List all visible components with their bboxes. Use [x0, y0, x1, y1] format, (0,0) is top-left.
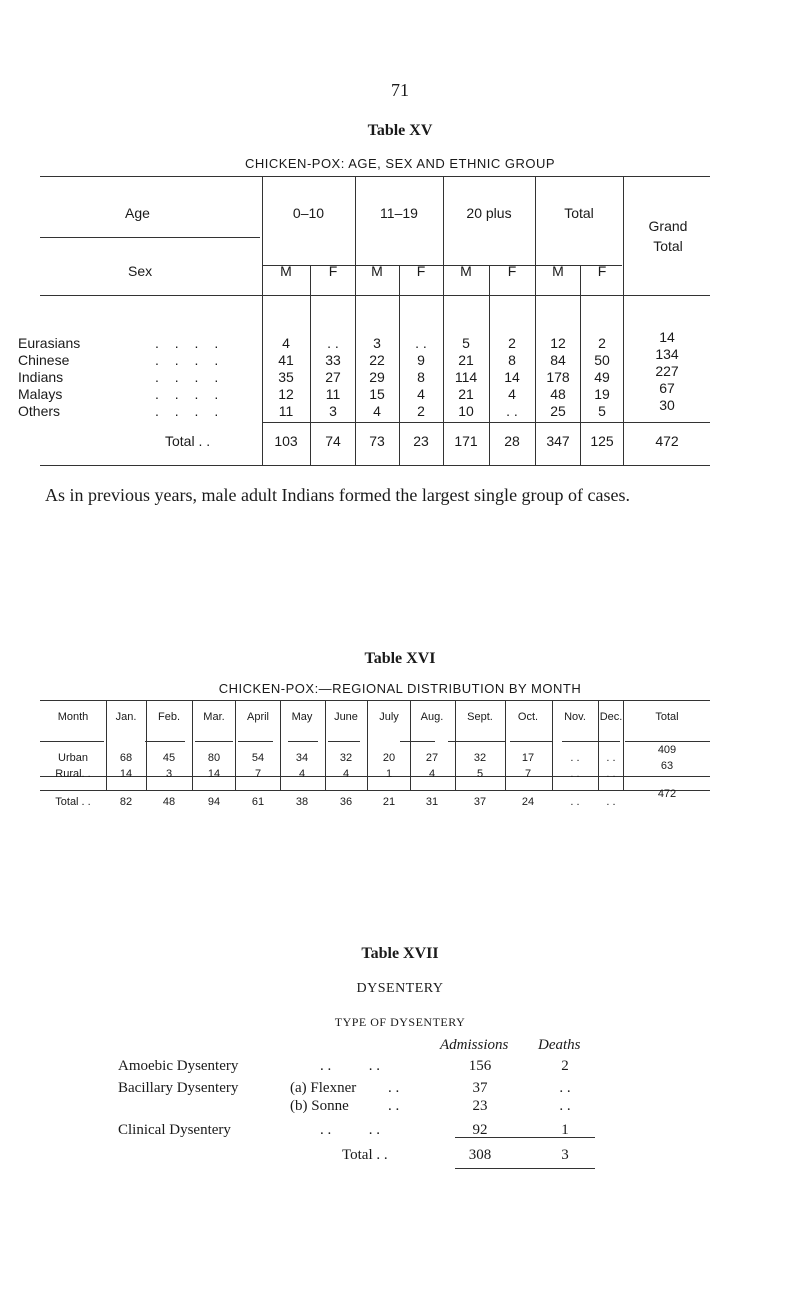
row-label: Eurasians	[18, 335, 81, 351]
table17-subsubtitle: TYPE OF DYSENTERY	[334, 1015, 466, 1029]
group-header-11-19: 11–19	[380, 205, 418, 221]
sex-col: F	[328, 263, 338, 279]
dysentery-type-label: Bacillary Dysentery	[118, 1080, 239, 1096]
table-cell: 29	[369, 369, 385, 385]
page-number: 71	[391, 80, 409, 100]
column-header: July	[379, 711, 399, 723]
table-cell: 5	[462, 335, 470, 351]
table-cell: . .	[570, 796, 580, 808]
table-cell: 8	[417, 369, 425, 385]
table-cell: 31	[425, 796, 439, 808]
table-cell: 27	[325, 369, 341, 385]
table-cell: 45	[162, 752, 176, 764]
column-header: April	[246, 711, 269, 723]
row-label: Malays	[18, 386, 63, 402]
table-cell: 11	[278, 403, 294, 419]
table-cell: 4	[508, 386, 516, 402]
table-cell: 4	[428, 768, 436, 780]
sex-col: F	[597, 263, 607, 279]
table-cell: 32	[339, 752, 353, 764]
table-cell: 3	[373, 335, 381, 351]
deaths-value: . .	[559, 1098, 571, 1114]
table-cell: 227	[655, 363, 679, 379]
deaths-value: . .	[559, 1080, 571, 1096]
row-label: Rural. .	[55, 768, 91, 780]
table-cell: 48	[550, 386, 566, 402]
table16-title: Table XVI	[364, 650, 436, 667]
table-cell: 3	[165, 768, 173, 780]
table17-subtitle: DYSENTERY	[356, 981, 444, 996]
group-header-0-10: 0–10	[292, 205, 325, 221]
table-cell: . .	[606, 768, 616, 780]
group-header-total: Total	[564, 205, 594, 221]
table-cell: 17	[521, 752, 535, 764]
table-cell: 30	[659, 397, 675, 413]
table-cell: 22	[369, 352, 385, 368]
column-header: Mar.	[203, 711, 225, 723]
table-cell: 54	[251, 752, 265, 764]
table-cell: 34	[295, 752, 309, 764]
column-header: Dec.	[599, 711, 623, 723]
admissions-value: 156	[468, 1058, 492, 1074]
table-cell: 33	[325, 352, 341, 368]
sex-col: F	[507, 263, 517, 279]
dysentery-type-label: Clinical Dysentery	[118, 1122, 231, 1138]
table-cell: . .	[506, 403, 518, 419]
sex-col: M	[371, 263, 383, 279]
table-cell: 5	[598, 403, 606, 419]
table-cell: 409	[657, 744, 677, 756]
table-cell: 14	[207, 768, 221, 780]
table-cell: 114	[454, 369, 478, 385]
table-cell: 8	[508, 352, 516, 368]
table-cell: 32	[473, 752, 487, 764]
table-cell: 41	[278, 352, 294, 368]
table-cell: 4	[417, 386, 425, 402]
table-cell: 15	[369, 386, 385, 402]
table-cell: 4	[342, 768, 350, 780]
table-cell: 84	[550, 352, 566, 368]
table-cell: 94	[207, 796, 221, 808]
sex-col: M	[280, 263, 292, 279]
table-cell: 134	[655, 346, 679, 362]
table-cell: . .	[606, 796, 616, 808]
table-cell: 63	[660, 760, 674, 772]
table-cell: 2	[508, 335, 516, 351]
table-cell: 472	[657, 788, 677, 800]
commentary-paragraph: As in previous years, male adult Indians formed the largest single group of cases.	[45, 485, 631, 505]
table-cell: 21	[382, 796, 396, 808]
leader-dots: . . . .	[155, 403, 225, 419]
group-header-20-plus: 20 plus	[466, 205, 512, 221]
sex-col: M	[460, 263, 472, 279]
table-cell: 7	[254, 768, 262, 780]
table-cell: 5	[476, 768, 484, 780]
table-cell: 11	[325, 386, 341, 402]
admissions-value: 92	[472, 1122, 488, 1138]
column-header: Nov.	[564, 711, 586, 723]
total-deaths: 3	[561, 1147, 569, 1163]
leader-dots: . . . .	[320, 1058, 380, 1074]
column-header: May	[291, 711, 313, 723]
admissions-value: 37	[472, 1080, 488, 1096]
column-header: Sept.	[467, 711, 493, 723]
table15-title: Table XV	[367, 122, 433, 139]
table-cell: 19	[594, 386, 610, 402]
table-cell: 3	[329, 403, 337, 419]
table-cell: 38	[295, 796, 309, 808]
table-cell: . .	[606, 752, 616, 764]
table-cell: 2	[417, 403, 425, 419]
leader-dots: . .	[388, 1098, 400, 1114]
table-cell: . .	[327, 335, 339, 351]
table-cell: . .	[415, 335, 427, 351]
age-header: Age	[125, 205, 150, 221]
table-cell: 50	[594, 352, 610, 368]
table-cell: 80	[207, 752, 221, 764]
leader-dots: . . . .	[320, 1122, 380, 1138]
table-cell: 61	[251, 796, 265, 808]
table-cell: 20	[382, 752, 396, 764]
total-cell: 171	[454, 433, 478, 449]
row-label: Urban	[58, 752, 88, 764]
total-cell: 472	[655, 433, 679, 449]
table-cell: 49	[594, 369, 610, 385]
column-header: Total	[655, 711, 679, 723]
table-cell: 14	[119, 768, 133, 780]
total-cell: 28	[504, 433, 520, 449]
total-cell: 74	[325, 433, 341, 449]
dysentery-type-label: Amoebic Dysentery	[118, 1058, 239, 1074]
table-cell: . .	[570, 768, 580, 780]
sex-header: Sex	[128, 263, 153, 279]
column-header: Oct.	[517, 711, 539, 723]
column-header: Feb.	[157, 711, 180, 723]
leader-dots: . .	[388, 1080, 400, 1096]
table-cell: 4	[373, 403, 381, 419]
total-cell: 103	[274, 433, 298, 449]
table15-total-label: Total . .	[165, 433, 211, 449]
row-label: Chinese	[18, 352, 70, 368]
admissions-value: 23	[472, 1098, 488, 1114]
deaths-value: 1	[561, 1122, 569, 1138]
table17-title: Table XVII	[361, 945, 439, 962]
table-cell: . .	[570, 752, 580, 764]
column-header: June	[334, 711, 358, 723]
table15-subtitle: CHICKEN-POX: AGE, SEX AND ETHNIC GROUP	[244, 156, 556, 171]
table17-total-label: Total . .	[342, 1147, 388, 1163]
leader-dots: . . . .	[155, 386, 225, 402]
table-cell: 178	[546, 369, 570, 385]
total-cell: 23	[413, 433, 429, 449]
column-header: Month	[57, 711, 89, 723]
grand-total-header: Grand Total	[648, 218, 688, 254]
leader-dots: . . . .	[155, 335, 225, 351]
sex-col: F	[416, 263, 426, 279]
dysentery-subtype: (a) Flexner	[290, 1080, 357, 1096]
table-cell: 68	[119, 752, 133, 764]
row-label: Indians	[18, 369, 64, 385]
table-cell: 4	[282, 335, 290, 351]
table-cell: 35	[278, 369, 294, 385]
table-cell: 25	[550, 403, 566, 419]
deaths-header: Deaths	[538, 1037, 581, 1053]
table-cell: 9	[417, 352, 425, 368]
table-cell: 24	[521, 796, 535, 808]
table-cell: 82	[119, 796, 133, 808]
table-cell: 21	[458, 352, 474, 368]
table-cell: 67	[659, 380, 675, 396]
table-cell: 1	[385, 768, 393, 780]
total-cell: 73	[369, 433, 385, 449]
deaths-value: 2	[561, 1058, 569, 1074]
table-cell: 12	[550, 335, 566, 351]
table-cell: 4	[298, 768, 306, 780]
total-cell: 347	[546, 433, 570, 449]
table-cell: 27	[425, 752, 439, 764]
row-label: Others	[18, 403, 61, 419]
dysentery-subtype: (b) Sonne	[290, 1098, 349, 1114]
leader-dots: . . . .	[155, 352, 225, 368]
table-cell: 21	[458, 386, 474, 402]
column-header: Jan.	[115, 711, 137, 723]
table16-subtitle: CHICKEN-POX:—REGIONAL DISTRIBUTION BY MONTH	[218, 681, 582, 696]
leader-dots: . . . .	[155, 369, 225, 385]
table-cell: 14	[659, 329, 675, 345]
table-cell: 36	[339, 796, 353, 808]
table-cell: 48	[162, 796, 176, 808]
total-admissions: 308	[468, 1147, 492, 1163]
row-label: Total . .	[55, 796, 91, 808]
column-header: Aug.	[420, 711, 444, 723]
table-cell: 2	[598, 335, 606, 351]
sex-col: M	[552, 263, 564, 279]
table-cell: 10	[458, 403, 474, 419]
admissions-header: Admissions	[440, 1037, 509, 1053]
table-cell: 14	[504, 369, 520, 385]
table-cell: 7	[524, 768, 532, 780]
total-cell: 125	[590, 433, 614, 449]
table-cell: 12	[278, 386, 294, 402]
table-cell: 37	[473, 796, 487, 808]
